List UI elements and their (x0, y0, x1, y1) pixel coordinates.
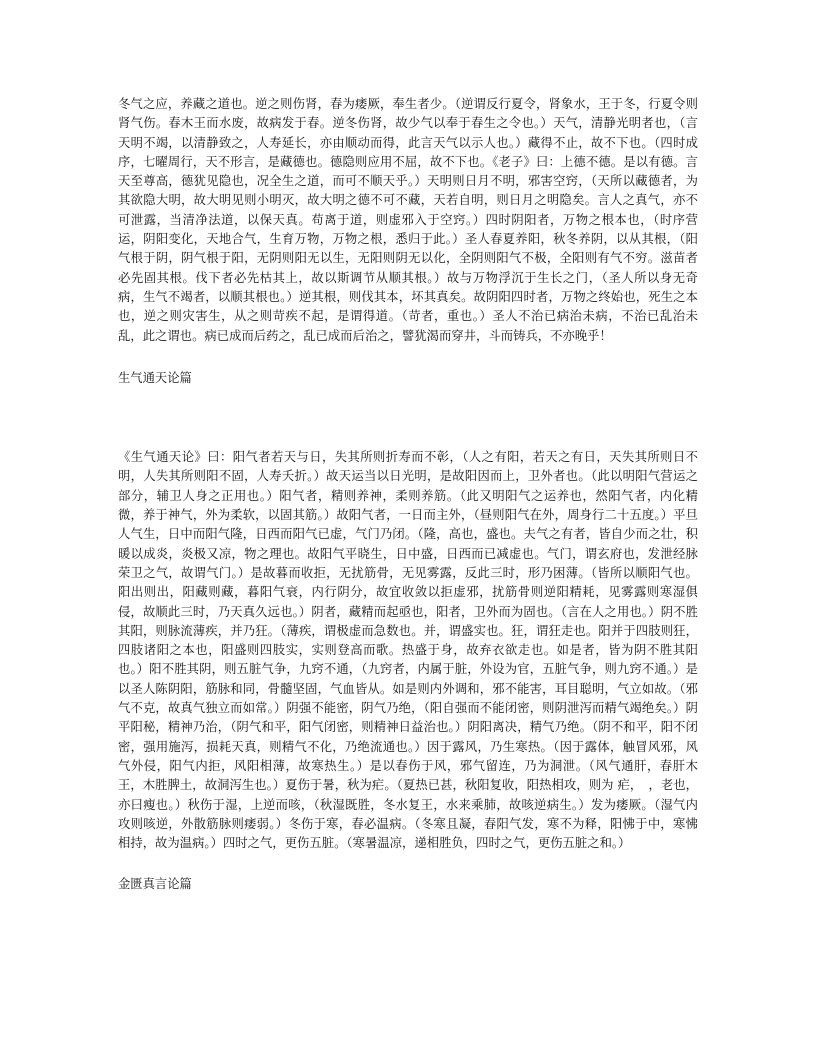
document-page (118, 95, 698, 895)
section-body-paragraph: 《生气通天论》曰：阳气者若天与日，失其所则折寿而不彰，（人之有阳，若天之有日，天失其所则日不明，人失其所则阳不固，人寿夭折。）故天运当以日光明，是故阳因而上，卫外者也。（此以明阳气营运之部分，辅卫人身之正用也。）阳气者，精则养神，柔则养筋。（此又明阳气之运养也，然阳气者，内化精微，养于神气，外为柔软，以固其筋。）故阳气者，一日而主外，（昼则阳气在外，周身行二十五度。）平旦人气生，日中而阳气隆，日西而阳气已虚，气门乃闭。（隆，高也，盛也。夫气之有者，皆自少而之壮，积暖以成炎，炎极又凉，物之理也。故阳气平晓生，日中盛，日西而已减虚也。气门，谓玄府也，发泄经脉荣卫之气，故谓气门。）是故暮而收拒，无扰筋骨，无见雾露，反此三时，形乃困薄。（皆所以顺阳气也。阳出则出，阳藏则藏，暮阳气衰，内行阴分，故宜收敛以拒虚邪，扰筋骨则逆阳精耗，见雾露则寒湿俱侵，故顺此三时，乃天真久远也。）阴者，藏精而起亟也，阳者，卫外而为固也。（言在人之用也。）阴不胜其阳，则脉流薄疾，并乃狂。（薄疾，谓极虚而急数也。并，谓盛实也。狂，谓狂走也。阳并于四肢则狂，四肢诸阳之本也，阳盛则四肢实，实则登高而歌。热盛于身，故弃衣欲走也。如是者，皆为阴不胜其阳也。）阳不胜其阴，则五脏气争，九窍不通，（九窍者，内属于脏，外设为官，五脏气争，则九窍不通。）是以圣人陈阴阳，筋脉和同，骨髓坚固，气血皆从。如是则内外调和，邪不能害，耳目聪明，气立如故。（邪气不克，故真气独立而如常。）阴强不能密，阴气乃绝，（阳自强而不能闭密，则阴泄泻而精气竭绝矣。）阴平阳秘，精神乃治，（阴气和平，阳气闭密，则精神日益治也。）阴阳离决，精气乃绝。（阴不和平，阳不闭密，强用施泻，损耗天真，则精气不化，乃绝流通也。）因于露风，乃生寒热。（因于露体，触冒风邪，风气外侵，阳气内拒，风阳相薄，故寒热生。）是以春伤于风，邪气留连，乃为洞泄。（风气通肝，春肝木王，木胜脾土，故洞泻生也。）夏伤于暑，秋为疟。（夏热已甚，秋阳复收，阳热相攻，则为 疟， ，老也，亦曰瘦也。）秋伤于湿，上逆而咳，（秋湿既胜，冬水复王，水来乘肺，故咳逆病生。）发为痿厥。（湿气内攻则咳逆，外散筋脉则痿弱。）冬伤于寒，春必温病。（冬寒且凝，春阳气发，寒不为释，阳怫于中，寒怫相持，故为温病。）四时之气，更伤五脏。（寒暑温凉，递相胜负，四时之气，更伤五脏之和。） (118, 450, 698, 851)
section-heading: 金匮真言论篇 (118, 877, 192, 892)
section-body-paragraph: 冬气之应，养藏之道也。逆之则伤肾，春为痿厥，奉生者少。（逆谓反行夏令，肾象水，王于冬，行夏令则肾气伤。春木王而水废，故病发于春。逆冬伤肾，故少气以奉于春生之令也。）天气，清静光明者也，（言天明不竭，以清静致之，人寿延长，亦由顺动而得，此言天气以示人也。）藏得不止，故不下也。（四时成序，七曜周行，天不形言，是藏德也。德隐则应用不屈，故不下也。《老子》曰：上德不德。是以有德。言天至尊高，德犹见隐也，况全生之道，而可不顺天乎。）天明则日月不明，邪害空窍，（天所以藏德者，为其欲隐大明，故大明见则小明灭，故大明之德不可不藏，天若自明，则日月之明隐矣。言人之真气，亦不可泄露，当清净法道，以保天真。苟离于道，则虚邪入于空窍。）四时阴阳者，万物之根本也，（时序营运，阴阳变化，天地合气，生育万物，万物之根，悉归于此。）圣人春夏养阳，秋冬养阴，以从其根，（阳气根于阴，阴气根于阳，无阴则阳无以生，无阳则阴无以化，全阴则阳气不极，全阳则有气不穷。滋苗者必先固其根。伐下者必先枯其上，故以斯调节从顺其根。）故与万物浮沉于生长之门，（圣人所以身无奇病，生气不竭者，以顺其根也。）逆其根，则伐其本，坏其真矣。故阴阳四时者，万物之终始也，死生之本也，逆之则灾害生，从之则苛疾不起，是谓得道。（苛者，重也。）圣人不治已病治未病，不治已乱治未乱，此之谓也。病已成而后药之，乱已成而后治之，譬犹渴而穿井，斗而铸兵，不亦晚乎！ (118, 97, 698, 343)
section-heading: 生气通天论篇 (118, 370, 192, 385)
